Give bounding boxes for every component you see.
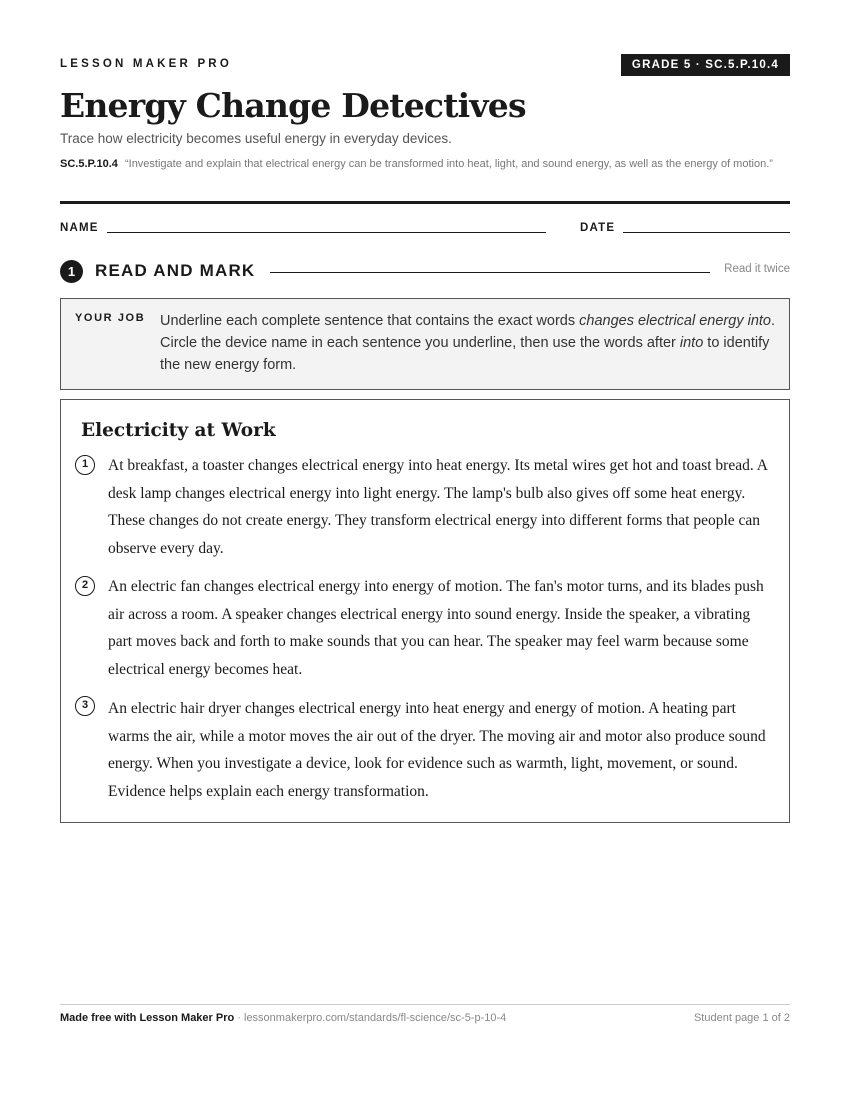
footer-credit [60,1012,506,1024]
paragraph-number: 1 [75,455,95,475]
paragraph-text[interactable]: An electric hair dryer changes electrical energy into heat energy and energy of motion. A heating part warms the air, while a motor moves the air out of the dryer. The moving air and motor also produce sound energy. When you investigate a device, look for evidence such as warmth, light, movement, or sound. Evidence helps explain each energy transformation. [108,700,766,800]
footer-separator: · [234,1012,244,1024]
paragraph-number: 2 [75,576,95,596]
instructions-text-part: Underline each complete sentence that contains the exact words [160,313,580,329]
brand-name: LESSON MAKER PRO [60,58,232,70]
standard-text: “Investigate and explain that electrical energy can be transformed into heat, light, and sound energy, as well as the energy of motion.” [124,158,773,170]
standard-statement [60,156,790,173]
standard-code: SC.5.P.10.4 [60,158,118,170]
instructions-emphasis: changes electrical energy into [579,313,771,329]
passage-title: Electricity at Work [81,420,276,441]
instructions-box [60,298,790,390]
paragraph-text[interactable]: An electric fan changes electrical energy into energy of motion. The fan's motor turns, and its blades push air across a room. A speaker changes electrical energy into sound energy. Inside the speaker, a vibrating part moves back and forth to make sounds that you can hear. The speaker may feel warm because some electrical energy becomes heat. [108,578,764,678]
page-subtitle: Trace how electricity becomes useful energy in everyday devices. [60,131,452,146]
footer-url[interactable]: lessonmakerpro.com/standards/fl-science/sc-5-p-10-4 [244,1012,507,1024]
grade-badge: GRADE 5 · SC.5.P.10.4 [621,54,790,76]
date-label: DATE [580,222,616,234]
footer-made-with: Made free with Lesson Maker Pro [60,1012,235,1024]
instructions-text [160,310,775,376]
section-title: READ AND MARK [95,261,256,280]
page-title: Energy Change Detectives [60,86,526,125]
date-field[interactable] [623,232,790,233]
paragraph-number: 3 [75,696,95,716]
header-divider [60,201,790,204]
instructions-emphasis: into [679,335,704,351]
footer-divider [60,1004,790,1005]
section-hint: Read it twice [724,263,790,275]
reading-passage [60,399,790,823]
instructions-label: YOUR JOB [75,312,146,324]
section-number-badge: 1 [60,260,83,283]
instructions-text-part: . Circle the device name in each sentence you underline, then use the words after [160,313,776,351]
instructions-text-part: to identify the new energy form. [160,335,770,373]
paragraph-text[interactable]: At breakfast, a toaster changes electrical energy into heat energy. Its metal wires get hot and toast bread. A desk lamp changes electrical energy into light energy. The lamp's bulb also gives off some heat energy. These changes do not create energy. They transform electrical energy into different forms that people can observe every day. [108,457,768,557]
section-divider [270,272,710,273]
name-field[interactable] [107,232,546,233]
page-indicator: Student page 1 of 2 [693,1012,790,1024]
name-label: NAME [60,222,99,234]
